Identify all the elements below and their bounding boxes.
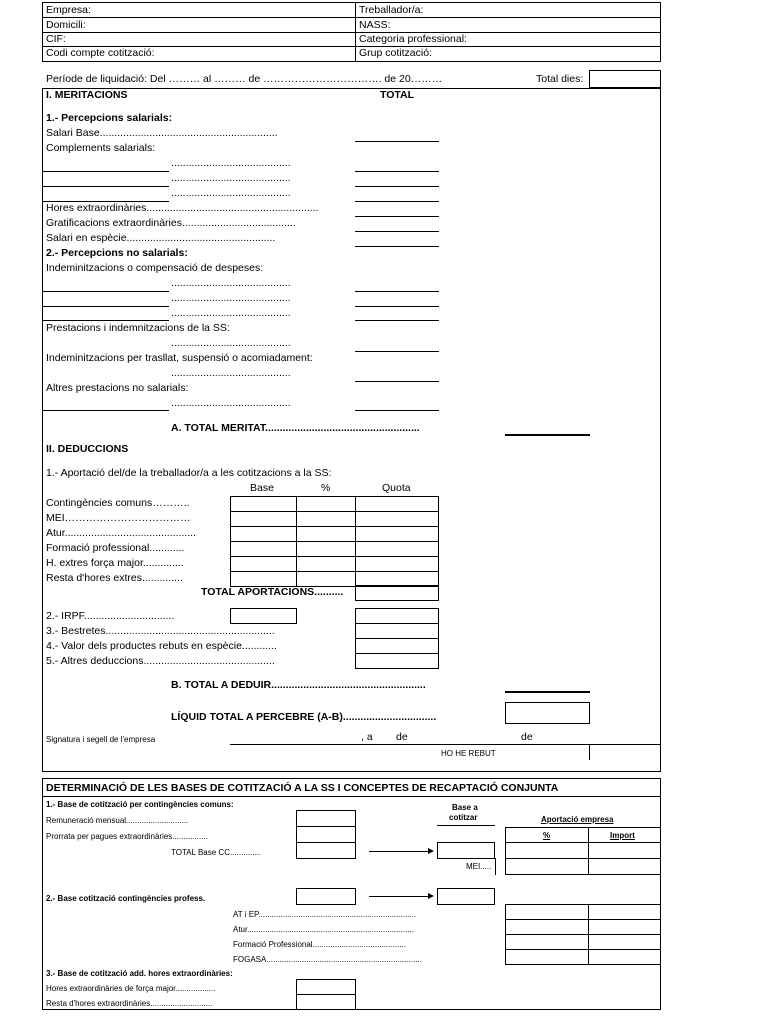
bases-title: DETERMINACIÓ DE LES BASES DE COTITZACIÓ A LA SS I CONCEPTES DE RECAPTACIÓ CONJUNTA — [46, 782, 559, 794]
total-aportacions-label: TOTAL APORTACIONS.......... — [201, 586, 344, 598]
deduccions-heading: II. DEDUCCIONS — [46, 443, 129, 455]
percepcions-no-salarials-heading: 2.- Percepcions no salarials: — [46, 247, 188, 259]
prorrata-label: Prorrata per pagues extraordinàries................ — [46, 832, 208, 841]
trasllat-label: Indeminitzacions per trasllat, suspensió o acomiadament: — [46, 352, 313, 364]
treballador-label: Treballador/a: — [359, 4, 424, 16]
signature-de-2: de — [521, 731, 533, 743]
deduction-quota-cell[interactable] — [355, 496, 439, 512]
arrow-head-icon — [428, 893, 434, 899]
aportacio-profess-pct-cell[interactable] — [505, 949, 589, 965]
signature-de-1: de — [396, 731, 408, 743]
valor-productes-label: 4.- Valor dels productes rebuts en espècie............ — [46, 640, 277, 652]
concept-line[interactable] — [42, 306, 169, 307]
salari-base-label: Salari Base............................................................. — [46, 127, 278, 139]
amount-line[interactable] — [355, 306, 439, 307]
base-a-cotitzar-2: cotitzar — [449, 813, 478, 822]
dots: ......................................... — [171, 397, 291, 409]
complements-label: Complements salarials: — [46, 142, 156, 154]
amount-line[interactable] — [355, 351, 439, 352]
salari-base-line[interactable] — [355, 141, 439, 142]
codi-compte-label: Codi compte cotització: — [46, 47, 155, 59]
percepcions-salarials-heading: 1.- Percepcions salarials: — [46, 112, 173, 124]
prestacions-ss-label: Prestacions i indemnitzacions de la SS: — [46, 322, 230, 334]
dots: ......................................... — [171, 367, 291, 379]
aportacio-label: 1.- Aportació del/de la treballador/a a les cotitzacions a la SS: — [46, 467, 332, 479]
aportacio-profess-import-cell[interactable] — [588, 919, 661, 935]
liquid-field[interactable] — [505, 702, 590, 724]
base-cotitzar-cc-field[interactable] — [437, 842, 495, 859]
deduction-pct-cell[interactable] — [296, 511, 356, 527]
rebut-divider — [589, 744, 590, 760]
base-a-cotitzar-rule — [437, 825, 495, 826]
formacio-label: Formació Professional.......................................... — [233, 940, 406, 949]
irpf-label: 2.- IRPF............................... — [46, 610, 175, 622]
remuneracio-field[interactable] — [296, 810, 356, 827]
aportacio-profess-import-cell[interactable] — [588, 904, 661, 920]
remuneracio-label: Remuneració mensual............................ — [46, 816, 189, 825]
aportacio-mei-import[interactable] — [588, 858, 661, 875]
concept-line[interactable] — [42, 320, 169, 321]
deduction-quota-cell[interactable] — [355, 541, 439, 557]
mei-rule — [495, 858, 496, 875]
deduction-base-cell[interactable] — [230, 541, 297, 557]
resta-hores-label: Resta d'hores extraordinàries............................ — [46, 999, 213, 1008]
meritacions-heading: I. MERITACIONS — [46, 89, 128, 101]
deduction-row-label: Contingències comuns……….. — [46, 497, 190, 509]
dots: ......................................... — [171, 307, 291, 319]
categoria-label: Categoria professional: — [359, 33, 467, 45]
dots: ......................................... — [171, 157, 291, 169]
at-ep-label: AT i EP....................................................................... — [233, 910, 417, 919]
aportacio-header-cell — [588, 827, 661, 843]
total-base-cc-label: TOTAL Base CC.............. — [171, 848, 262, 857]
hores-extra-label: Hores extraordinàries........................................................... — [46, 202, 319, 214]
col-quota-header: Quota — [382, 482, 411, 494]
amount-line[interactable] — [355, 320, 439, 321]
deduction-quota-cell[interactable] — [355, 556, 439, 572]
base-profess-field[interactable] — [296, 888, 356, 905]
bases-s1-heading: 1.- Base de cotització per contingències comuns: — [46, 800, 234, 809]
arrow-head-icon — [428, 848, 434, 854]
signatura-label: Signatura i segell de l'empresa — [46, 735, 156, 744]
aportacio-profess-import-cell[interactable] — [588, 934, 661, 950]
domicili-label: Domicili: — [46, 19, 86, 31]
deduction-row-label: Resta d'hores extres.............. — [46, 572, 183, 584]
amount-line[interactable] — [355, 246, 439, 247]
cif-label: CIF: — [46, 33, 66, 45]
amount-line[interactable] — [355, 410, 439, 411]
deduction-pct-cell[interactable] — [296, 541, 356, 557]
amount-line[interactable] — [355, 381, 439, 382]
header-row-line — [42, 32, 661, 33]
arrow-line — [369, 851, 431, 852]
concept-line[interactable] — [42, 291, 169, 292]
concept-line[interactable] — [42, 410, 169, 411]
deduction-row-label: H. extres força major.............. — [46, 557, 184, 569]
atur-label: Atur........................................................................... — [233, 925, 414, 934]
rebut-label: HO HE REBUT — [441, 749, 496, 758]
amount-line[interactable] — [355, 291, 439, 292]
total-deduir-line[interactable] — [505, 691, 590, 693]
signature-a: , a — [361, 731, 373, 743]
aportacio-profess-pct-cell[interactable] — [505, 934, 589, 950]
total-dies-field[interactable] — [589, 70, 661, 88]
total-meritat-label: A. TOTAL MERITAT..................................................... — [171, 422, 420, 434]
forca-major-field[interactable] — [296, 979, 356, 995]
bases-s3-heading: 3.- Base de cotització add. hores extraordinàries: — [46, 969, 233, 978]
bestretes-field[interactable] — [355, 623, 439, 639]
total-dies-label: Total dies: — [536, 73, 584, 85]
total-meritat-line[interactable] — [505, 434, 590, 436]
deduction-row-label: Atur............................................. — [46, 527, 196, 539]
bestretes-label: 3.- Bestretes.......................................................... — [46, 625, 275, 637]
deduction-pct-cell[interactable] — [296, 526, 356, 542]
empresa-label: Empresa: — [46, 4, 91, 16]
deduction-pct-cell[interactable] — [296, 496, 356, 512]
total-base-cc-field[interactable] — [296, 842, 356, 859]
aportacio-empresa-header: Aportació empresa — [541, 815, 614, 824]
deduction-row-label: Formació professional............ — [46, 542, 185, 554]
deduction-base-cell[interactable] — [230, 526, 297, 542]
salari-especie-label: Salari en espècie................................................... — [46, 232, 276, 244]
import-header: Import — [610, 831, 635, 840]
resta-hores-field[interactable] — [296, 994, 356, 1010]
valor-productes-field[interactable] — [355, 638, 439, 654]
bases-s2-heading: 2.- Base cotització contingències profess. — [46, 894, 206, 903]
deduction-base-cell[interactable] — [230, 556, 297, 572]
header-row-line — [42, 17, 661, 18]
mei-label: MEI..... — [466, 862, 492, 871]
irpf-quota-field[interactable] — [355, 608, 439, 624]
total-aportacions-field[interactable] — [355, 585, 439, 601]
indemnitzacions-label: Indeminitzacions o compensació de despeses: — [46, 262, 264, 274]
deduction-pct-cell[interactable] — [296, 571, 356, 587]
aportacio-mei-pct[interactable] — [505, 858, 589, 875]
col-pct-header: % — [321, 482, 331, 494]
liquid-label: LÍQUID TOTAL A PERCEBRE (A-B)................................ — [171, 711, 437, 723]
aportacio-cc-import[interactable] — [588, 842, 661, 859]
concept-line[interactable] — [42, 186, 169, 187]
total-deduir-label: B. TOTAL A DEDUIR..................................................... — [171, 679, 426, 691]
base-a-cotitzar-1: Base a — [452, 803, 478, 812]
altres-deduccions-field[interactable] — [355, 653, 439, 669]
aportacio-header-cell — [505, 827, 589, 843]
prorrata-field[interactable] — [296, 826, 356, 843]
total-heading: TOTAL — [380, 89, 415, 101]
signature-line[interactable] — [230, 744, 661, 745]
gratificacions-label: Gratificacions extraordinàries....................................... — [46, 217, 296, 229]
dots: ......................................... — [171, 337, 291, 349]
nass-label: NASS: — [359, 19, 391, 31]
concept-line[interactable] — [42, 171, 169, 172]
deduction-quota-cell[interactable] — [355, 511, 439, 527]
col-base-header: Base — [250, 482, 274, 494]
grup-label: Grup cotització: — [359, 47, 432, 59]
aportacio-profess-pct-cell[interactable] — [505, 919, 589, 935]
fogasa-label: FOGASA...................................................................... — [233, 955, 422, 964]
altres-label: Altres prestacions no salarials: — [46, 382, 189, 394]
amount-line[interactable] — [355, 216, 439, 217]
deduction-pct-cell[interactable] — [296, 556, 356, 572]
amount-line[interactable] — [355, 231, 439, 232]
dots: ......................................... — [171, 172, 291, 184]
period-text: Període de liquidació: Del ……… al ……… de ……………………………. de 20……… — [46, 73, 443, 85]
aportacio-profess-pct-cell[interactable] — [505, 904, 589, 920]
amount-line[interactable] — [355, 171, 439, 172]
pct-header: % — [543, 831, 551, 840]
amount-line[interactable] — [355, 186, 439, 187]
forca-major-label: Hores extraordinàries de força major.................. — [46, 984, 216, 993]
deduction-base-cell[interactable] — [230, 511, 297, 527]
dots: ......................................... — [171, 187, 291, 199]
bases-title-rule — [42, 796, 661, 797]
deduction-base-cell[interactable] — [230, 496, 297, 512]
dots: ......................................... — [171, 292, 291, 304]
irpf-base-field[interactable] — [230, 608, 297, 624]
base-cotitzar-profess-field[interactable] — [437, 888, 495, 905]
deduction-base-cell[interactable] — [230, 571, 297, 587]
arrow-line — [369, 896, 431, 897]
deduction-row-label: MEI……………………………… — [46, 512, 191, 524]
deduction-quota-cell[interactable] — [355, 526, 439, 542]
altres-deduccions-label: 5.- Altres deduccions............................................. — [46, 655, 275, 667]
aportacio-cc-pct[interactable] — [505, 842, 589, 859]
amount-line[interactable] — [355, 201, 439, 202]
dots: ......................................... — [171, 277, 291, 289]
aportacio-profess-import-cell[interactable] — [588, 949, 661, 965]
